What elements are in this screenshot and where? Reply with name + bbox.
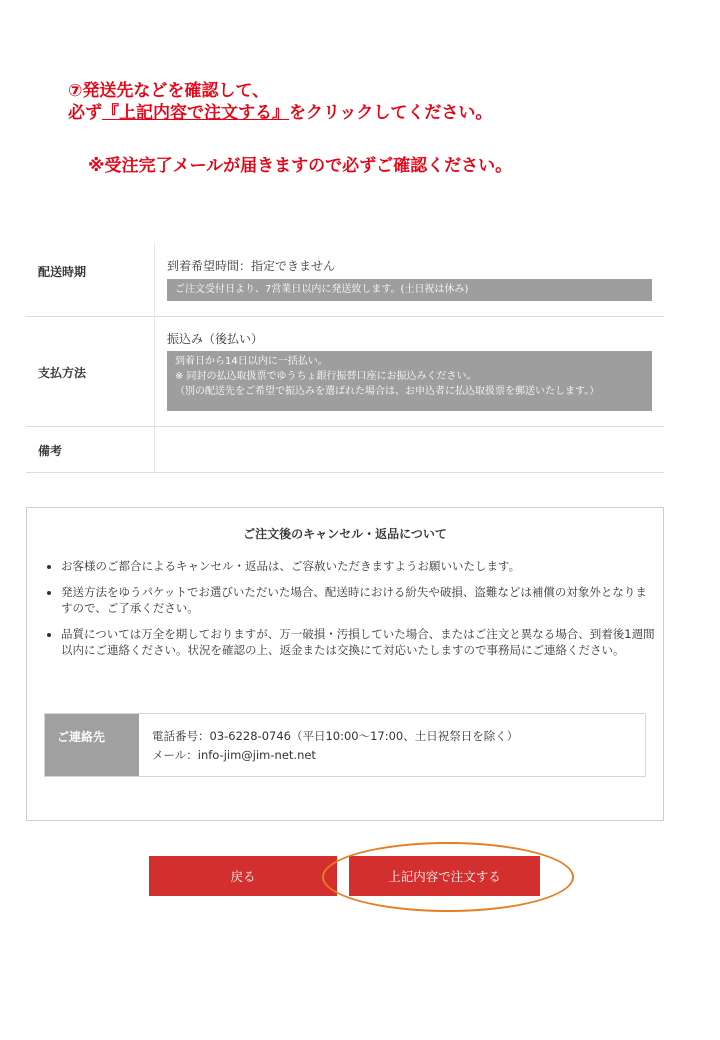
- submit-order-button[interactable]: 上記内容で注文する: [349, 856, 540, 896]
- payment-label: 支払方法: [38, 366, 87, 380]
- policy-list: [47, 558, 657, 668]
- row-divider: [154, 426, 155, 472]
- remarks-label: 備考: [38, 444, 63, 458]
- contact-info: [44, 713, 646, 777]
- instruction-button-reference: 『上記内容で注文する』: [102, 103, 289, 123]
- instruction-suffix: をクリックしてください。: [289, 103, 493, 123]
- policy-title: ご注文後のキャンセル・返品について: [243, 527, 447, 541]
- delivery-note: ご注文受付日より、7営業日以内に発送致します。(土日祝は休み): [167, 279, 652, 301]
- contact-email: メール：info-jim@jim-net.net: [152, 748, 316, 762]
- delivery-row: [26, 243, 664, 317]
- instruction-text: [68, 80, 492, 124]
- confirmation-notice: ※受注完了メールが届きますので必ずご確認ください。: [88, 156, 513, 176]
- row-divider: [154, 243, 155, 316]
- payment-note-line: ※ 同封の払込取扱票でゆうちょ銀行振替口座にお振込みください。: [175, 371, 477, 382]
- contact-phone: 電話番号：03-6228-0746（平日10:00～17:00、土日祝祭日を除く）: [152, 729, 519, 743]
- payment-row: [26, 316, 664, 427]
- policy-item: • 品質については万全を期しておりますが、万一破損・汚損していた場合、またはご注文と異なる場合、到着後1週間以内にご連絡ください。状況を確認の上、返金または交換にて対応いたしますので事務局にご連絡ください。: [61, 626, 657, 658]
- delivery-label: 配送時期: [38, 265, 87, 279]
- instruction-prefix: 必ず: [68, 103, 102, 123]
- row-divider: [154, 316, 155, 426]
- cancellation-policy-box: [26, 507, 664, 821]
- policy-item: • 発送方法をゆうパケットでお選びいただいた場合、配送時における紛失や破損、盗難などは補償の対象外となりますので、ご了承ください。: [61, 584, 657, 616]
- payment-note-line: 到着日から14日以内に一括払い。: [175, 356, 328, 367]
- instruction-line-1: ⑦発送先などを確認して、: [68, 81, 270, 101]
- back-button[interactable]: 戻る: [149, 856, 337, 896]
- payment-value: 振込み（後払い）: [167, 332, 264, 346]
- contact-label: ご連絡先: [45, 714, 139, 776]
- payment-note-line: （別の配送先をご希望で振込みを選ばれた場合は、お申込者に払込取扱票を郵送いたします。）: [175, 386, 600, 397]
- delivery-value: 到着希望時間：指定できません: [167, 259, 336, 273]
- remarks-row: [26, 426, 664, 473]
- policy-item: • お客様のご都合によるキャンセル・返品は、ご容赦いただきますようお願いいたします。: [61, 558, 657, 574]
- payment-note: [167, 351, 652, 411]
- instruction-line-2: [68, 102, 492, 124]
